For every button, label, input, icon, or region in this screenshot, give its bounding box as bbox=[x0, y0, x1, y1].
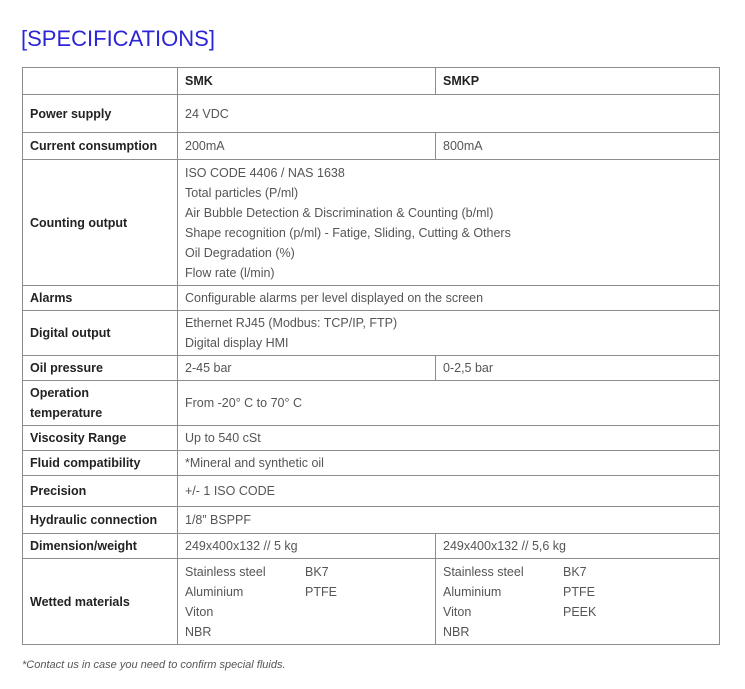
label-precision: Precision bbox=[23, 476, 178, 507]
material-name: NBR bbox=[185, 624, 212, 639]
counting-line: Shape recognition (p/ml) - Fatige, Sliding, Cutting & Others bbox=[185, 225, 511, 240]
value-viscosity-range: Up to 540 cSt bbox=[178, 426, 720, 451]
value-operation-temperature: From -20° C to 70° C bbox=[178, 381, 720, 426]
material-name: Viton bbox=[443, 604, 472, 619]
value-current-smk: 200mA bbox=[178, 133, 436, 160]
row-fluid-compatibility bbox=[23, 451, 720, 476]
material-name: Stainless steel bbox=[185, 564, 266, 579]
material-pair bbox=[185, 562, 428, 582]
material-pair bbox=[443, 602, 712, 622]
row-counting-output bbox=[23, 160, 720, 286]
row-power-supply bbox=[23, 95, 720, 133]
material-name: Aluminium bbox=[185, 584, 244, 599]
value-oil-pressure-smkp: 0-2,5 bar bbox=[436, 356, 720, 381]
row-operation-temperature bbox=[23, 381, 720, 426]
label-dimension-weight: Dimension/weight bbox=[23, 534, 178, 559]
row-dimension-weight bbox=[23, 534, 720, 559]
row-precision bbox=[23, 476, 720, 507]
value-power-supply: 24 VDC bbox=[178, 95, 720, 133]
material-name: BK7 bbox=[305, 564, 329, 579]
material-name: PEEK bbox=[563, 604, 597, 619]
label-oil-pressure: Oil pressure bbox=[23, 356, 178, 381]
material-pair bbox=[185, 622, 428, 642]
value-hydraulic-connection: 1/8” BSPPF bbox=[178, 507, 720, 534]
row-hydraulic-connection bbox=[23, 507, 720, 534]
digital-output-line: Ethernet RJ45 (Modbus: TCP/IP, FTP) bbox=[185, 316, 398, 330]
label-operation-temperature bbox=[23, 381, 178, 426]
material-name: NBR bbox=[443, 624, 470, 639]
header-blank-cell bbox=[23, 68, 178, 95]
row-alarms bbox=[23, 286, 720, 311]
label-line: temperature bbox=[30, 406, 103, 420]
material-pair bbox=[185, 582, 428, 602]
label-hydraulic-connection: Hydraulic connection bbox=[23, 507, 178, 534]
value-current-smkp: 800mA bbox=[436, 133, 720, 160]
material-pair bbox=[443, 582, 712, 602]
label-current-consumption: Current consumption bbox=[23, 133, 178, 160]
counting-line: Oil Degradation (%) bbox=[185, 245, 295, 260]
value-dimension-smkp: 249x400x132 // 5,6 kg bbox=[436, 534, 720, 559]
value-alarms: Configurable alarms per level displayed on the screen bbox=[178, 286, 720, 311]
material-pair bbox=[185, 602, 428, 622]
digital-output-line: Digital display HMI bbox=[185, 336, 289, 350]
material-name: PTFE bbox=[563, 584, 595, 599]
value-digital-output bbox=[178, 311, 720, 356]
header-smk: SMK bbox=[178, 68, 436, 95]
label-viscosity-range: Viscosity Range bbox=[23, 426, 178, 451]
counting-line: Flow rate (l/min) bbox=[185, 265, 275, 280]
label-wetted-materials: Wetted materials bbox=[23, 559, 178, 645]
counting-line: ISO CODE 4406 / NAS 1638 bbox=[185, 165, 345, 180]
table-header-row bbox=[23, 68, 720, 95]
value-wetted-smkp bbox=[436, 559, 720, 645]
material-name: Stainless steel bbox=[443, 564, 524, 579]
counting-line: Total particles (P/ml) bbox=[185, 185, 299, 200]
material-pair bbox=[443, 562, 712, 582]
row-wetted-materials bbox=[23, 559, 720, 645]
row-digital-output bbox=[23, 311, 720, 356]
material-name: Aluminium bbox=[443, 584, 502, 599]
page-title: [SPECIFICATIONS] bbox=[21, 26, 215, 51]
material-pair bbox=[443, 622, 712, 642]
material-name: BK7 bbox=[563, 564, 587, 579]
label-line: Operation bbox=[30, 386, 90, 400]
value-fluid-compatibility: *Mineral and synthetic oil bbox=[178, 451, 720, 476]
row-oil-pressure bbox=[23, 356, 720, 381]
specifications-table bbox=[22, 67, 720, 645]
label-fluid-compatibility: Fluid compatibility bbox=[23, 451, 178, 476]
value-precision: +/- 1 ISO CODE bbox=[178, 476, 720, 507]
row-current-consumption bbox=[23, 133, 720, 160]
label-power-supply: Power supply bbox=[23, 95, 178, 133]
footnote: *Contact us in case you need to confirm special fluids. bbox=[22, 659, 286, 671]
label-counting-output: Counting output bbox=[23, 160, 178, 286]
value-dimension-smk: 249x400x132 // 5 kg bbox=[178, 534, 436, 559]
value-wetted-smk bbox=[178, 559, 436, 645]
counting-line: Air Bubble Detection & Discrimination & Counting (b/ml) bbox=[185, 205, 494, 220]
row-viscosity-range bbox=[23, 426, 720, 451]
header-smkp: SMKP bbox=[436, 68, 720, 95]
material-name: PTFE bbox=[305, 584, 337, 599]
label-alarms: Alarms bbox=[23, 286, 178, 311]
value-counting-output bbox=[178, 160, 720, 286]
label-digital-output: Digital output bbox=[23, 311, 178, 356]
value-oil-pressure-smk: 2-45 bar bbox=[178, 356, 436, 381]
material-name: Viton bbox=[185, 604, 214, 619]
